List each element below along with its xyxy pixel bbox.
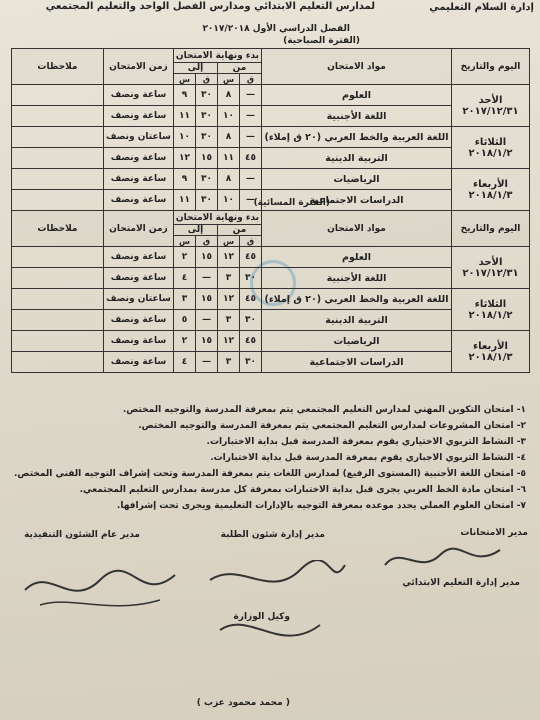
duration-cell: ساعتان ونصف [103, 127, 173, 148]
notes-cell [11, 247, 103, 268]
semester-title: الفصل الدراسي الأول ٢٠١٧/٢٠١٨ [202, 24, 350, 34]
col-hours: س [173, 236, 195, 247]
col-minutes: ق [240, 74, 262, 85]
to-minutes-cell: ٣٠ [196, 106, 218, 127]
subject-cell: التربية الدينية [262, 148, 452, 169]
notes-cell [11, 148, 103, 169]
note-item: ٢- امتحان المشروعات لمدارس التعليم المجتمعي يتم بمعرفة المدرسة والتوجيه المختص. [138, 421, 526, 431]
col-day-date: اليوم والتاريخ [452, 211, 530, 247]
table-row [11, 331, 529, 352]
day-date-cell [452, 85, 530, 127]
to-minutes-cell: ٣٠ [196, 85, 218, 106]
col-notes: ملاحظات [11, 49, 103, 85]
from-minutes-cell: — [240, 127, 262, 148]
from-hours-cell: ١٢ [218, 247, 240, 268]
subject-cell: الرياضيات [262, 169, 452, 190]
notes-list [11, 402, 526, 514]
from-minutes-cell: — [240, 169, 262, 190]
subject-cell: الدراسات الاجتماعية [262, 190, 452, 211]
to-minutes-cell: ٣٠ [196, 169, 218, 190]
day-date: ٢٠١٨/١/٣ [468, 189, 513, 201]
subject-cell: العلوم [262, 247, 452, 268]
notes-cell [11, 106, 103, 127]
day-name: الأربعاء [473, 340, 508, 352]
period-evening-label: (الفترة المسائية) [253, 198, 330, 208]
from-minutes-cell: — [240, 85, 262, 106]
to-minutes-cell: — [196, 310, 218, 331]
day-date-cell [452, 289, 530, 331]
from-minutes-cell: — [240, 106, 262, 127]
to-minutes-cell: ١٥ [196, 247, 218, 268]
from-minutes-cell: ٤٥ [240, 331, 262, 352]
from-hours-cell: ٣ [218, 310, 240, 331]
duration-cell: ساعة ونصف [103, 85, 173, 106]
duration-cell: ساعتان ونصف [103, 289, 173, 310]
from-hours-cell: ١٢ [218, 331, 240, 352]
subject-cell: اللغة العربية والخط العربي (٢٠ ق إملاء) [262, 289, 452, 310]
day-name: الأحد [478, 94, 503, 106]
subject-cell: الرياضيات [262, 331, 452, 352]
from-hours-cell: ١٠ [218, 106, 240, 127]
from-minutes-cell: ٣٠ [240, 310, 262, 331]
note-item: ٥- امتحان اللغة الأجنبية (المستوى الرفيع) لمدارس اللغات يتم بمعرفة المدرسة وتحت إشراف التوجيه الفني المختص. [14, 469, 526, 479]
table-row [11, 169, 529, 190]
sig-name: ( محمد محمود عزب ) [196, 698, 290, 708]
to-minutes-cell: ١٥ [196, 289, 218, 310]
note-item: ٦- امتحان مادة الخط العربي يجرى قبل بداية الاختبارات بمعرفة كل مدرسة بمدارس التعليم المجتمعي. [79, 485, 526, 495]
sig-student-affairs: مدير إدارة شئون الطلبة [220, 530, 325, 540]
subject-cell: اللغة العربية والخط العربي (٢٠ ق إملاء) [262, 127, 452, 148]
admin-title: إدارة السلام التعليمي [429, 2, 534, 13]
notes-cell [11, 85, 103, 106]
sig-primary-director: مدير إدارة التعليم الابتدائي [402, 578, 520, 588]
to-hours-cell: ١١ [173, 190, 195, 211]
to-minutes-cell: — [196, 352, 218, 373]
col-duration: زمن الامتحان [103, 211, 173, 247]
duration-cell: ساعة ونصف [103, 169, 173, 190]
signature-scribble-icon [20, 560, 180, 620]
notes-cell [11, 289, 103, 310]
day-date: ٢٠١٨/١/٢ [468, 147, 513, 159]
col-start-end: بدء ونهاية الامتحان [173, 211, 261, 225]
notes-cell [11, 268, 103, 289]
from-hours-cell: ٣ [218, 352, 240, 373]
subject-cell: العلوم [262, 85, 452, 106]
note-item: ٣- النشاط التربوي الاختياري يقوم بمعرفة المدرسة قبل بداية الاختبارات. [206, 437, 526, 447]
subject-cell: اللغة الأجنبية [262, 106, 452, 127]
to-hours-cell: ٩ [173, 85, 195, 106]
to-hours-cell: ١٢ [173, 148, 195, 169]
from-minutes-cell: ٤٥ [240, 148, 262, 169]
notes-cell [11, 352, 103, 373]
notes-cell [11, 169, 103, 190]
day-date-cell [452, 247, 530, 289]
col-to: إلى [173, 63, 217, 74]
day-date: ٢٠١٨/١/٢ [468, 309, 513, 321]
signature-scribble-icon [380, 540, 510, 580]
note-item: ٧- امتحان العلوم العملي يحدد موعده بمعرفة التوجيه بالإدارات التعليمية ويجرى تحت إشرافها. [116, 501, 526, 511]
col-day-date: اليوم والتاريخ [452, 49, 530, 85]
notes-cell [11, 127, 103, 148]
day-date: ٢٠١٧/١٢/٣١ [462, 105, 519, 117]
col-notes: ملاحظات [11, 211, 103, 247]
day-name: الأحد [478, 256, 503, 268]
from-hours-cell: ٣ [218, 268, 240, 289]
period-morning-label: (الفترة الصباحية) [283, 36, 360, 46]
notes-cell [11, 310, 103, 331]
note-item: ٤- النشاط التربوي الاجباري يقوم بمعرفة المدرسة قبل بداية الاختبارات. [210, 453, 526, 463]
duration-cell: ساعة ونصف [103, 310, 173, 331]
to-minutes-cell: ١٥ [196, 331, 218, 352]
duration-cell: ساعة ونصف [103, 190, 173, 211]
day-name: الأربعاء [473, 178, 508, 190]
to-hours-cell: ١١ [173, 106, 195, 127]
to-hours-cell: ٩ [173, 169, 195, 190]
day-date-cell [452, 331, 530, 373]
evening-exam-table [11, 210, 530, 373]
day-name: الثلاثاء [474, 298, 507, 310]
day-date-cell [452, 127, 530, 169]
subject-cell: الدراسات الاجتماعية [262, 352, 452, 373]
col-minutes: ق [196, 236, 218, 247]
table-row [11, 127, 529, 148]
subject-cell: اللغة الأجنبية [262, 268, 452, 289]
notes-cell [11, 331, 103, 352]
to-minutes-cell: — [196, 268, 218, 289]
duration-cell: ساعة ونصف [103, 352, 173, 373]
signature-scribble-icon [200, 560, 350, 670]
to-minutes-cell: ٣٠ [196, 190, 218, 211]
col-subjects: مواد الامتحان [262, 211, 452, 247]
table-row [11, 289, 529, 310]
to-hours-cell: ١٠ [173, 127, 195, 148]
to-minutes-cell: ١٥ [196, 148, 218, 169]
duration-cell: ساعة ونصف [103, 148, 173, 169]
sig-exams-director: مدير الامتحانات [460, 528, 528, 538]
from-hours-cell: ١٠ [218, 190, 240, 211]
sig-executive-affairs: مدير عام الشئون التنفيذية [24, 530, 140, 540]
duration-cell: ساعة ونصف [103, 106, 173, 127]
to-hours-cell: ٤ [173, 268, 195, 289]
from-minutes-cell: ٣٠ [240, 268, 262, 289]
note-item: ١- امتحان التكوين المهني لمدارس التعليم المجتمعي يتم بمعرفة المدرسة والتوجيه المختص. [122, 405, 526, 415]
day-name: الثلاثاء [474, 136, 507, 148]
col-hours: س [218, 74, 240, 85]
from-minutes-cell: ٤٥ [240, 247, 262, 268]
duration-cell: ساعة ونصف [103, 331, 173, 352]
to-minutes-cell: ٣٠ [196, 127, 218, 148]
from-hours-cell: ١٢ [218, 289, 240, 310]
col-subjects: مواد الامتحان [262, 49, 452, 85]
col-hours: س [218, 236, 240, 247]
morning-exam-table [11, 48, 530, 211]
sig-undersecretary: وكيل الوزارة [233, 612, 290, 622]
to-hours-cell: ٢ [173, 331, 195, 352]
day-date-cell [452, 169, 530, 211]
col-minutes: ق [240, 236, 262, 247]
col-from: من [218, 63, 262, 74]
day-date: ٢٠١٧/١٢/٣١ [462, 267, 519, 279]
from-minutes-cell: ٣٠ [240, 352, 262, 373]
schedule-title: لمدارس التعليم الابتدائي ومدارس الفصل الواحد والتعليم المجتمعي [45, 1, 375, 12]
table-row [11, 85, 529, 106]
from-hours-cell: ٨ [218, 85, 240, 106]
to-hours-cell: ٥ [173, 310, 195, 331]
to-hours-cell: ٢ [173, 247, 195, 268]
to-hours-cell: ٣ [173, 289, 195, 310]
col-start-end: بدء ونهاية الامتحان [173, 49, 261, 63]
from-hours-cell: ٨ [218, 127, 240, 148]
duration-cell: ساعة ونصف [103, 247, 173, 268]
from-minutes-cell: — [240, 190, 262, 211]
duration-cell: ساعة ونصف [103, 268, 173, 289]
col-to: إلى [173, 225, 217, 236]
from-minutes-cell: ٤٥ [240, 289, 262, 310]
day-date: ٢٠١٨/١/٣ [468, 351, 513, 363]
subject-cell: التربية الدينية [262, 310, 452, 331]
col-hours: س [173, 74, 195, 85]
col-from: من [218, 225, 262, 236]
col-minutes: ق [196, 74, 218, 85]
col-duration: زمن الامتحان [103, 49, 173, 85]
to-hours-cell: ٤ [173, 352, 195, 373]
from-hours-cell: ١١ [218, 148, 240, 169]
table-row [11, 247, 529, 268]
from-hours-cell: ٨ [218, 169, 240, 190]
notes-cell [11, 190, 103, 211]
